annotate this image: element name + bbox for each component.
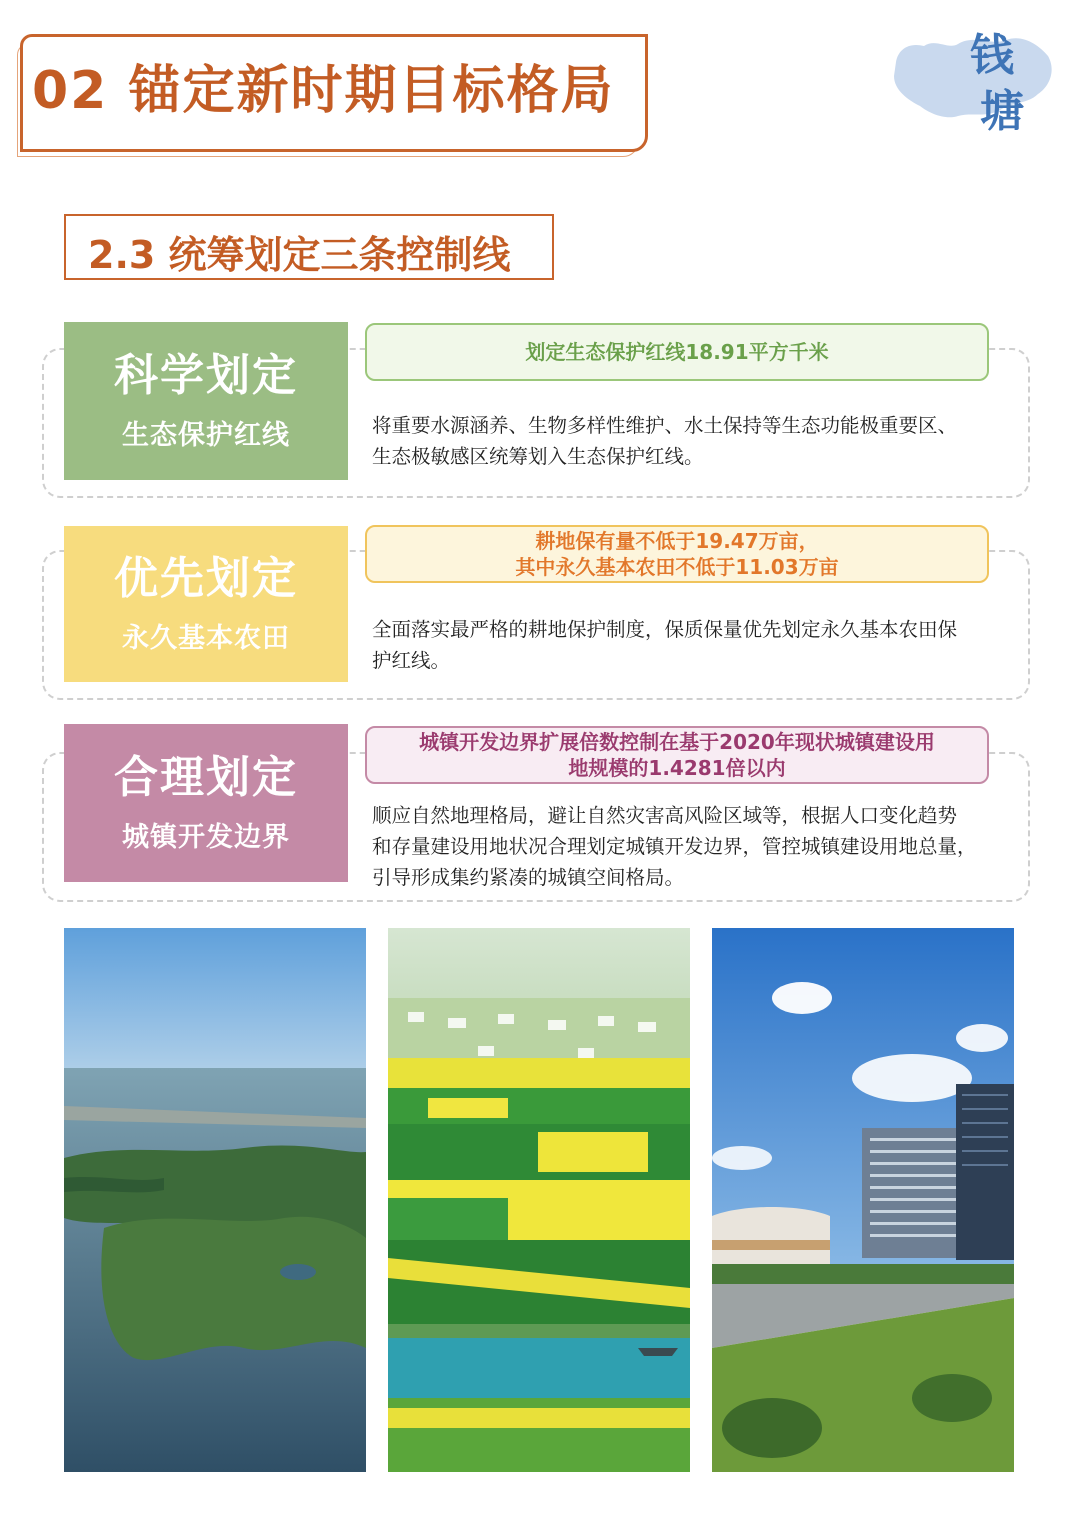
block-farmland-highlight (365, 525, 989, 583)
block-farmland-desc-line: 护红线。 (372, 649, 451, 673)
wetland-photo (64, 928, 366, 1472)
page-title: 02 锚定新时期目标格局 (32, 61, 615, 121)
block-urban-title: 合理划定 (114, 752, 298, 804)
block-ecology-label (64, 322, 348, 480)
block-urban-label (64, 724, 348, 882)
block-ecology-highlight-text: 划定生态保护红线18.91平方千米 (525, 340, 829, 364)
block-farmland-desc (372, 614, 1012, 676)
block-farmland-title: 优先划定 (114, 553, 298, 605)
block-ecology-highlight (365, 323, 989, 381)
block-farmland-desc-line: 全面落实最严格的耕地保护制度，保质保量优先划定永久基本农田保 (372, 618, 958, 641)
urban-photo (712, 928, 1014, 1472)
block-ecology-desc (372, 410, 1012, 472)
logo-char-1: 钱 (970, 30, 1014, 81)
logo-char-2: 塘 (980, 86, 1024, 136)
farmland-photo (388, 928, 690, 1472)
block-urban-desc-line: 引导形成集约紧凑的城镇空间格局。 (372, 866, 685, 890)
block-ecology-desc-line: 生态极敏感区统筹划入生态保护红线。 (372, 445, 704, 469)
block-farmland-subtitle: 永久基本农田 (122, 622, 290, 654)
block-ecology-title: 科学划定 (114, 350, 298, 402)
qiantang-logo (888, 16, 1058, 136)
block-urban-desc-line: 和存量建设用地状况合理划定城镇开发边界，管控城镇建设用地总量， (372, 835, 977, 859)
block-farmland-highlight-line: 耕地保有量不低于19.47万亩， (535, 529, 819, 553)
block-urban-highlight-line: 城镇开发边界扩展倍数控制在基于2020年现状城镇建设用 (419, 730, 935, 754)
block-farmland-highlight-line: 其中永久基本农田不低于11.03万亩 (515, 555, 839, 579)
block-urban-subtitle: 城镇开发边界 (122, 821, 290, 853)
block-farmland-label (64, 526, 348, 682)
block-ecology-subtitle: 生态保护红线 (122, 419, 290, 451)
block-urban-highlight-line: 地规模的1.4281倍以内 (568, 756, 786, 780)
block-ecology-desc-line: 将重要水源涵养、生物多样性维护、水土保持等生态功能极重要区、 (372, 414, 958, 437)
block-urban-desc (372, 800, 1022, 894)
block-urban-desc-line: 顺应自然地理格局，避让自然灾害高风险区域等，根据人口变化趋势 (372, 804, 958, 827)
section-title: 2.3 统筹划定三条控制线 (88, 233, 511, 277)
block-urban-highlight (365, 726, 989, 784)
